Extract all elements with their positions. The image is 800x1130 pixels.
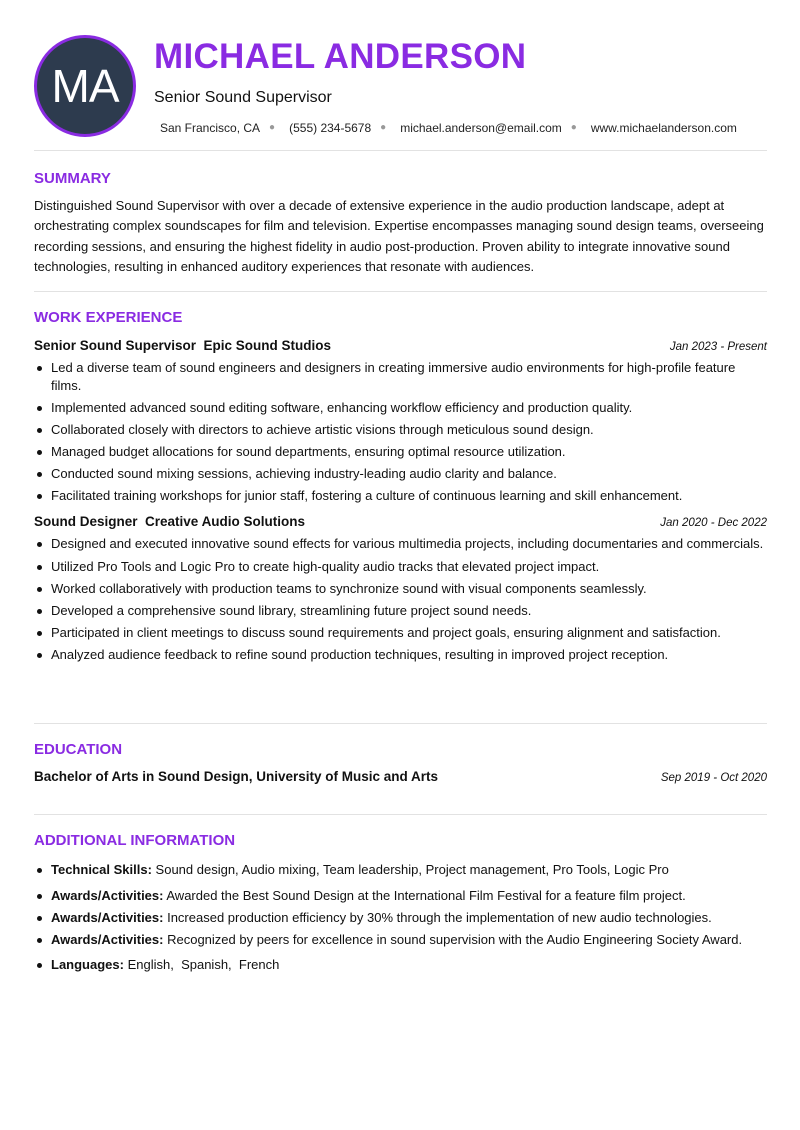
contact-info — [160, 121, 737, 135]
contact-location: San Francisco, CA — [160, 121, 261, 135]
job-title: Senior Sound Supervisor — [154, 89, 332, 106]
divider — [34, 150, 767, 151]
contact-phone: (555) 234-5678 — [289, 121, 372, 135]
list-item — [34, 861, 767, 879]
job-dates: Jan 2023 - Present — [669, 341, 767, 353]
section-heading: WORK EXPERIENCE — [34, 309, 183, 326]
list-item: Utilized Pro Tools and Logic Pro to create high-quality audio tracks that elevated project impact. — [34, 558, 767, 576]
summary-text: Distinguished Sound Supervisor with over a decade of extensive experience in the audio production landscape, adept at orchestrating complex soundscapes for film and television. Expertise encompasses managing sound design teams, overseeing recording sessions, and ensuring the highest fidelity in audio post-production. Proven ability to integrate innovative sound technologies, resulting in enhanced auditory experiences that resonate with audiences. — [34, 198, 764, 274]
item-label: Languages: — [51, 957, 124, 973]
list-item: Led a diverse team of sound engineers and designers in creating immersive audio environments for high-profile feature films. — [34, 359, 767, 394]
job-entry — [34, 338, 767, 504]
list-item: Developed a comprehensive sound library, streamlining future project sound needs. — [34, 602, 767, 620]
item-label: Technical Skills: — [51, 862, 152, 877]
job-role-company — [34, 514, 305, 529]
job-company: Creative Audio Solutions — [145, 514, 306, 530]
list-item — [34, 931, 767, 949]
contact-email[interactable]: michael.anderson@email.com — [400, 121, 562, 135]
summary-section — [34, 170, 767, 277]
list-item: Participated in client meetings to discuss sound requirements and project goals, ensuring alignment and satisfaction. — [34, 624, 767, 642]
job-company: Epic Sound Studios — [203, 338, 332, 353]
list-item: Worked collaboratively with production teams to synchronize sound with visual components seamlessly. — [34, 580, 767, 598]
list-item: Collaborated closely with directors to achieve artistic visions through meticulous sound design. — [34, 421, 767, 439]
list-item — [34, 887, 767, 905]
list-item: Managed budget allocations for sound departments, ensuring optimal resource utilization. — [34, 443, 767, 461]
divider — [34, 723, 767, 724]
item-label: Awards/Activities: — [51, 931, 164, 947]
section-heading: EDUCATION — [34, 741, 123, 758]
education-dates: Sep 2019 - Oct 2020 — [660, 772, 767, 784]
list-item — [34, 956, 767, 974]
list-item: Conducted sound mixing sessions, achieving industry-leading audio clarity and balance. — [34, 465, 767, 483]
additional-section — [34, 832, 767, 978]
candidate-name: MICHAEL ANDERSON — [154, 37, 527, 76]
item-label: Awards/Activities: — [51, 909, 164, 925]
job-role: Senior Sound Supervisor — [34, 338, 197, 353]
job-dates: Jan 2020 - Dec 2022 — [660, 517, 767, 530]
list-item: Implemented advanced sound editing software, enhancing workflow efficiency and production quality. — [34, 399, 767, 417]
divider — [34, 814, 767, 815]
job-entry — [34, 514, 767, 663]
degree: Bachelor of Arts in Sound Design, University of Music and Arts — [34, 769, 439, 784]
item-text: Awarded the Best Sound Design at the International Film Festival for a feature film project. — [166, 887, 686, 903]
list-item: Analyzed audience feedback to refine sound production techniques, resulting in improved project reception. — [34, 646, 767, 664]
resume-header — [34, 35, 767, 151]
list-item — [34, 909, 767, 927]
item-text: Increased production efficiency by 30% through the implementation of new audio technologies. — [167, 909, 712, 925]
contact-website[interactable]: www.michaelanderson.com — [590, 121, 737, 135]
item-text: English, Spanish, French — [127, 957, 280, 973]
separator-dot-icon: ● — [269, 122, 276, 133]
section-heading: ADDITIONAL INFORMATION — [34, 832, 236, 849]
separator-dot-icon: ● — [380, 122, 387, 133]
list-item: Designed and executed innovative sound effects for various multimedia projects, including documentaries and commercials. — [34, 535, 767, 553]
separator-dot-icon: ● — [570, 122, 577, 133]
item-label: Awards/Activities: — [51, 887, 164, 903]
education-section — [34, 741, 767, 784]
item-text: Sound design, Audio mixing, Team leadership, Project management, Pro Tools, Logic Pro — [155, 862, 669, 877]
avatar: MA — [34, 35, 136, 137]
divider — [34, 291, 767, 292]
job-role-company — [34, 338, 331, 353]
item-text: Recognized by peers for excellence in sound supervision with the Audio Engineering Society Award. — [167, 931, 743, 947]
list-item: Facilitated training workshops for junior staff, fostering a culture of continuous learning and skill enhancement. — [34, 487, 767, 505]
job-role: Sound Designer — [34, 514, 138, 530]
section-heading: SUMMARY — [34, 170, 111, 187]
experience-section — [34, 309, 767, 668]
